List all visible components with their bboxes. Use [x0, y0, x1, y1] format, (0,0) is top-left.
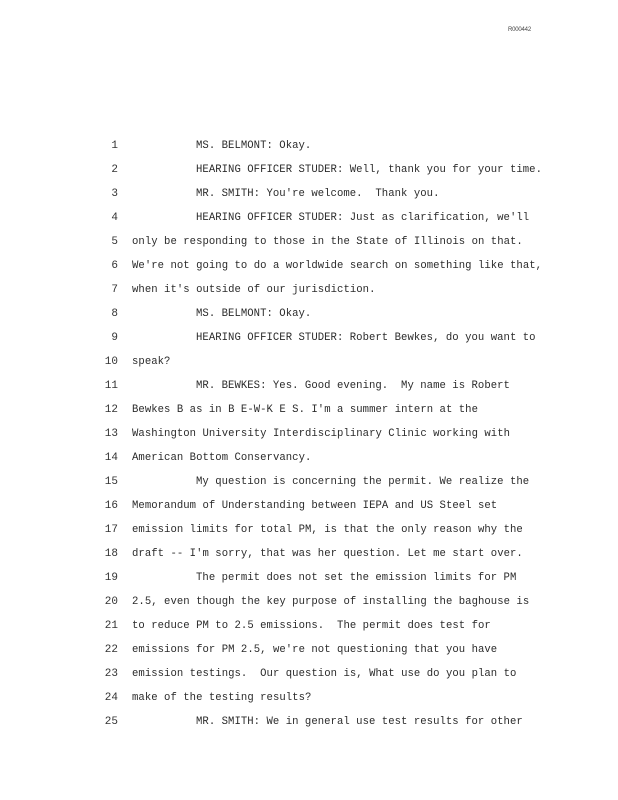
transcript-line	[0, 374, 618, 398]
transcript-line	[0, 398, 618, 422]
transcript-line	[0, 614, 618, 638]
line-number: 9	[111, 332, 118, 344]
line-text: HEARING OFFICER STUDER: Just as clarification, we'll	[196, 212, 530, 224]
line-text: MR. SMITH: We in general use test results for other	[196, 716, 523, 728]
line-text: American Bottom Conservancy.	[132, 452, 312, 464]
transcript-line	[0, 278, 618, 302]
line-text: Washington University Interdisciplinary Clinic working with	[132, 428, 511, 440]
line-text: make of the testing results?	[132, 692, 312, 704]
transcript-line	[0, 326, 618, 350]
transcript-line	[0, 254, 618, 278]
line-number: 15	[104, 476, 118, 488]
transcript-line	[0, 494, 618, 518]
transcript-body	[0, 134, 618, 754]
line-text: We're not going to do a worldwide search on something like that,	[132, 260, 543, 272]
line-text: My question is concerning the permit. We realize the	[196, 476, 530, 488]
transcript-line	[0, 566, 618, 590]
line-number: 10	[104, 356, 118, 368]
transcript-line	[0, 446, 618, 470]
line-text: draft -- I'm sorry, that was her question. Let me start over.	[132, 548, 523, 560]
line-number: 11	[104, 380, 118, 392]
transcript-line	[0, 230, 618, 254]
page-identifier: R000442	[508, 27, 531, 33]
line-number: 22	[104, 644, 118, 656]
line-number: 2	[111, 164, 118, 176]
line-number: 5	[111, 236, 118, 248]
line-text: The permit does not set the emission limits for PM	[196, 572, 517, 584]
transcript-line	[0, 686, 618, 710]
transcript-line	[0, 302, 618, 326]
line-number: 18	[104, 548, 118, 560]
line-text: when it's outside of our jurisdiction.	[132, 284, 376, 296]
line-text: HEARING OFFICER STUDER: Robert Bewkes, do you want to	[196, 332, 536, 344]
transcript-line	[0, 470, 618, 494]
transcript-line	[0, 542, 618, 566]
transcript-line	[0, 518, 618, 542]
line-number: 25	[104, 716, 118, 728]
transcript-line	[0, 206, 618, 230]
line-text: Bewkes B as in B E-W-K E S. I'm a summer intern at the	[132, 404, 478, 416]
line-number: 23	[104, 668, 118, 680]
line-text: HEARING OFFICER STUDER: Well, thank you for your time.	[196, 164, 542, 176]
line-text: emission limits for total PM, is that the only reason why the	[132, 524, 523, 536]
line-text: MR. BEWKES: Yes. Good evening. My name is Robert	[196, 380, 510, 392]
transcript-line	[0, 182, 618, 206]
transcript-line	[0, 350, 618, 374]
line-text: Memorandum of Understanding between IEPA and US Steel set	[132, 500, 498, 512]
transcript-line	[0, 638, 618, 662]
line-text: emissions for PM 2.5, we're not questioning that you have	[132, 644, 498, 656]
line-text: only be responding to those in the State of Illinois on that.	[132, 236, 523, 248]
line-number: 21	[104, 620, 118, 632]
line-text: speak?	[132, 356, 171, 368]
line-number: 4	[111, 212, 118, 224]
transcript-line	[0, 422, 618, 446]
line-text: 2.5, even though the key purpose of installing the baghouse is	[132, 596, 530, 608]
line-number: 12	[104, 404, 118, 416]
line-text: MS. BELMONT: Okay.	[196, 308, 312, 320]
line-number: 19	[104, 572, 118, 584]
line-number: 13	[104, 428, 118, 440]
line-text: emission testings. Our question is, What use do you plan to	[132, 668, 517, 680]
line-number: 6	[111, 260, 118, 272]
transcript-line	[0, 710, 618, 734]
transcript-line	[0, 134, 618, 158]
transcript-line	[0, 590, 618, 614]
line-text: MR. SMITH: You're welcome. Thank you.	[196, 188, 440, 200]
line-number: 20	[104, 596, 118, 608]
line-number: 1	[111, 140, 118, 152]
line-number: 14	[104, 452, 118, 464]
line-number: 16	[104, 500, 118, 512]
line-text: MS. BELMONT: Okay.	[196, 140, 312, 152]
transcript-line	[0, 158, 618, 182]
line-text: to reduce PM to 2.5 emissions. The permit does test for	[132, 620, 491, 632]
line-number: 24	[104, 692, 118, 704]
line-number: 8	[111, 308, 118, 320]
line-number: 3	[111, 188, 118, 200]
line-number: 17	[104, 524, 118, 536]
transcript-line	[0, 662, 618, 686]
line-number: 7	[111, 284, 118, 296]
